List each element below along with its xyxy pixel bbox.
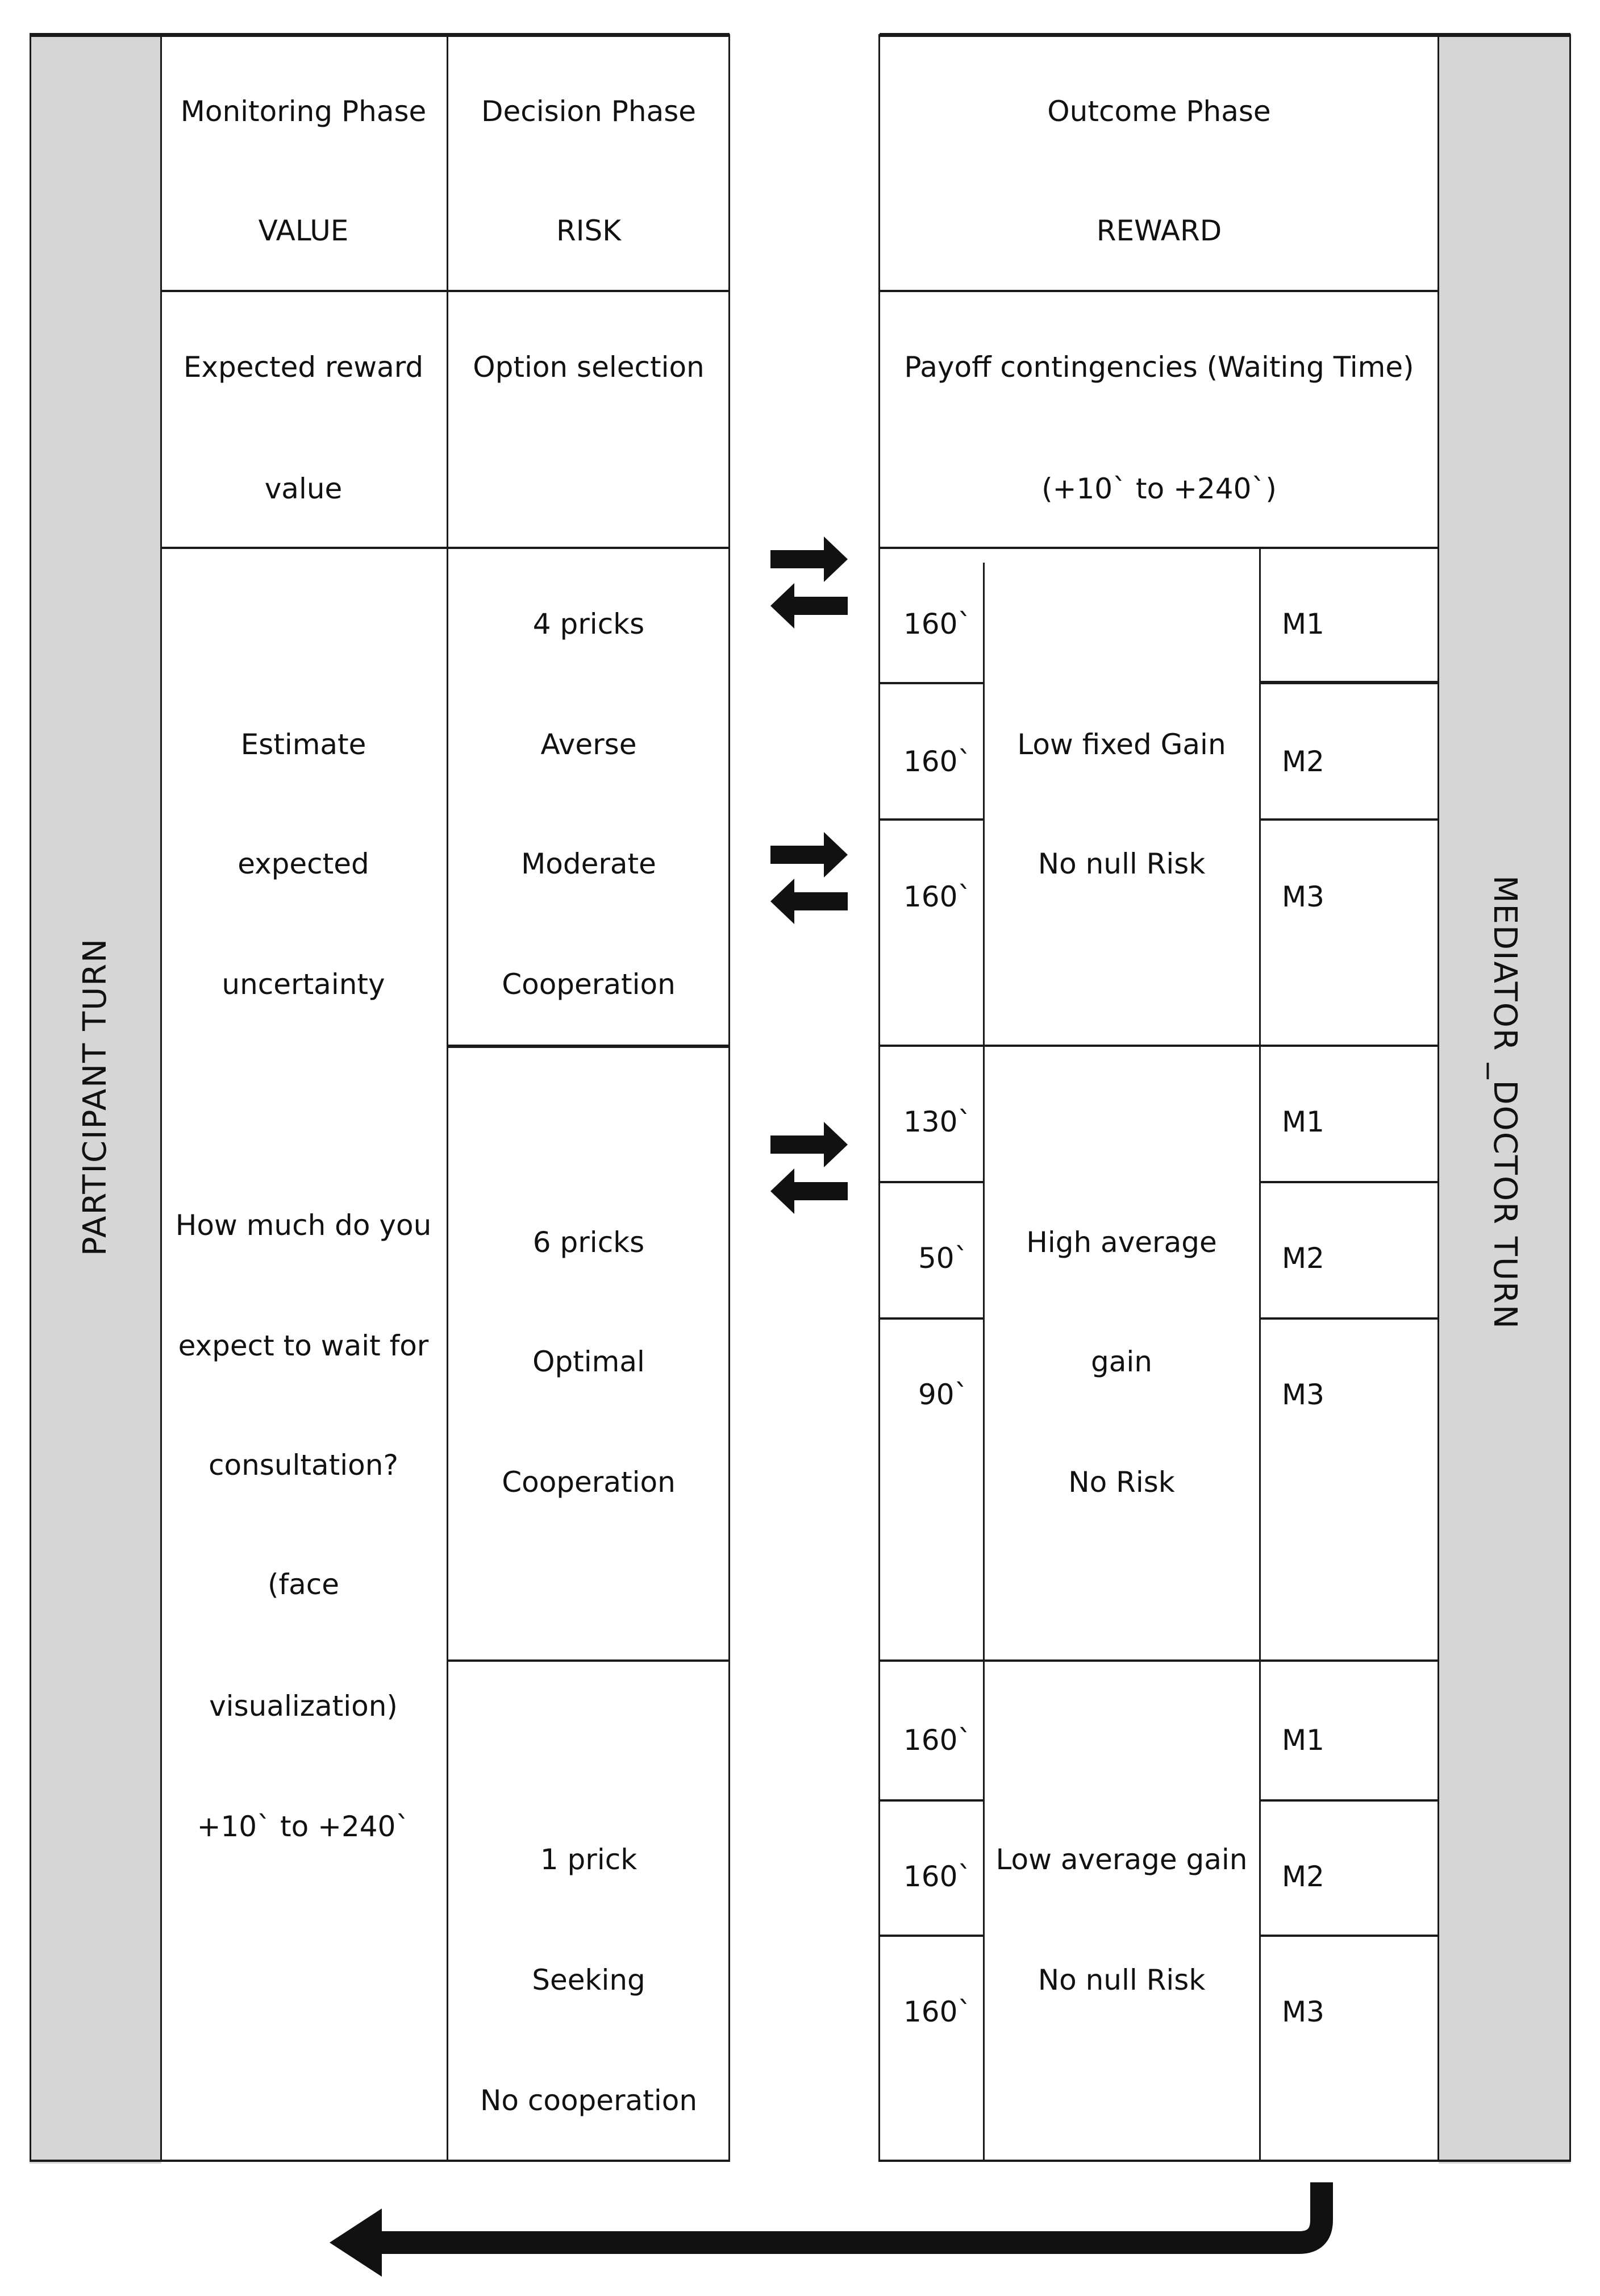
- outcome-phase-subtitle: REWARD: [1096, 214, 1222, 247]
- mediator-label: M3: [1282, 1995, 1324, 2028]
- time-value: 50`: [918, 1242, 969, 1275]
- mediator-label: M2: [1282, 1860, 1324, 1893]
- exchange-arrows-icon: [761, 824, 858, 943]
- mediator-turn-label: MEDIATOR _DOCTOR TURN: [1486, 875, 1523, 1330]
- time-value: 130`: [903, 1105, 972, 1138]
- time-value: 160`: [903, 745, 972, 778]
- gain-description: No Risk: [1068, 1466, 1175, 1499]
- gain-description: Low average gain: [995, 1843, 1248, 1876]
- time-value: 160`: [903, 1724, 972, 1757]
- monitoring-phase-subtitle: VALUE: [258, 214, 349, 247]
- mediator-label: M1: [1282, 1724, 1324, 1757]
- estimate-line2: expected: [238, 847, 369, 880]
- time-value: 160`: [903, 608, 972, 640]
- option-1-line2: Seeking: [532, 1964, 645, 1996]
- option-6-line3: Cooperation: [502, 1466, 676, 1499]
- option-6-line1: 6 pricks: [532, 1226, 645, 1259]
- option-1-line3: No cooperation: [480, 2084, 698, 2117]
- option-6-line2: Optimal: [532, 1345, 645, 1378]
- mediator-label: M2: [1282, 745, 1324, 778]
- estimate-line3: uncertainty: [222, 968, 385, 1001]
- time-value: 90`: [918, 1378, 969, 1411]
- outcome-phase-title: Outcome Phase: [1047, 95, 1271, 128]
- option-4-line2: Averse: [540, 728, 637, 761]
- expected-reward-line2: value: [264, 472, 343, 505]
- estimate-line1: Estimate: [240, 728, 366, 761]
- time-value: 160`: [903, 1860, 972, 1893]
- return-arrow-icon: [318, 2171, 1352, 2296]
- decision-phase-title: Decision Phase: [481, 95, 697, 128]
- participant-turn-label: PARTICIPANT TURN: [77, 937, 114, 1257]
- gain-description: gain: [1091, 1345, 1152, 1378]
- exchange-arrows-icon: [761, 1114, 858, 1233]
- option-1-line1: 1 prick: [540, 1843, 638, 1876]
- mediator-label: M2: [1282, 1242, 1324, 1275]
- question-line3: consultation?: [209, 1449, 398, 1482]
- question-line2: expect to wait for: [178, 1329, 429, 1362]
- question-line1: How much do you: [175, 1209, 432, 1242]
- question-line4: (face: [267, 1568, 340, 1601]
- gain-description: High average: [1026, 1226, 1217, 1259]
- mediator-label: M3: [1282, 1378, 1324, 1411]
- gain-description: Low fixed Gain: [1017, 728, 1226, 761]
- monitoring-phase-title: Monitoring Phase: [180, 95, 427, 128]
- payoff-line2: (+10` to +240`): [1041, 472, 1277, 505]
- option-4-line3: Moderate: [521, 847, 656, 880]
- question-line6: +10` to +240`: [197, 1810, 410, 1843]
- payoff-line1: Payoff contingencies (Waiting Time): [904, 351, 1414, 384]
- option-4-line4: Cooperation: [502, 968, 676, 1001]
- decision-phase-subtitle: RISK: [556, 214, 622, 247]
- expected-reward-line1: Expected reward: [183, 351, 424, 384]
- gain-description: No null Risk: [1038, 1964, 1206, 1996]
- mediator-label: M1: [1282, 608, 1324, 640]
- gain-description: No null Risk: [1038, 847, 1206, 880]
- option-4-line1: 4 pricks: [532, 608, 645, 640]
- option-selection-label: Option selection: [473, 351, 705, 384]
- time-value: 160`: [903, 880, 972, 913]
- mediator-label: M3: [1282, 880, 1324, 913]
- exchange-arrows-icon: [761, 529, 858, 648]
- mediator-label: M1: [1282, 1105, 1324, 1138]
- question-line5: visualization): [209, 1690, 398, 1723]
- time-value: 160`: [903, 1995, 972, 2028]
